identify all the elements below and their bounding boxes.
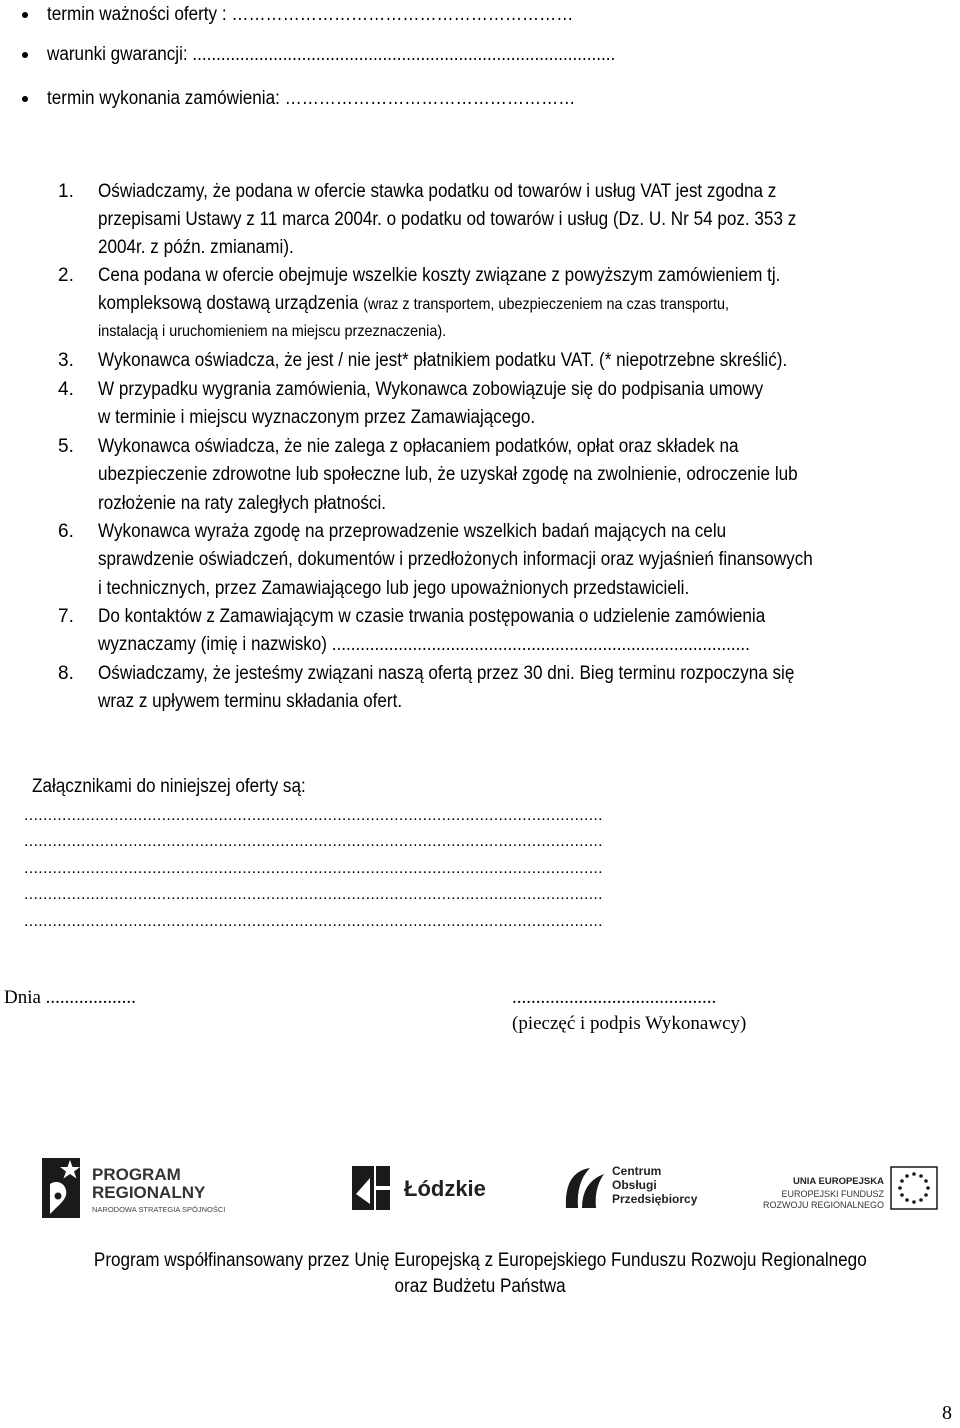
footer-line1-text: Program współfinansowany przez Unię Europejską z Europejskiego Funduszu Rozwoju Regionalnego — [93, 1250, 867, 1271]
footer-line1 — [0, 1248, 960, 1274]
star-figure-icon — [40, 1154, 86, 1220]
centrum-logo — [560, 1162, 700, 1218]
item-2-line: Cena podana w ofercie obejmuje wszelkie koszty związane z powyższym zamówieniem tj. — [98, 265, 781, 286]
lodzkie-emblem-icon — [346, 1164, 396, 1212]
item-7-line: Do kontaktów z Zamawiającym w czasie trwania postępowania o udzielenie zamówienia — [98, 606, 766, 627]
attachment-line: .......................................................................................................................... — [24, 913, 603, 930]
attachment-line: .......................................................................................................................... — [24, 833, 603, 850]
lodzkie-name: Łódzkie — [404, 1176, 486, 1201]
item-6-line: sprawdzenie oświadczeń, dokumentów i przedłożonych informacji oraz wyjaśnień finansowych — [98, 549, 813, 570]
footer-line2 — [0, 1274, 960, 1300]
eu-flag-icon — [890, 1166, 938, 1210]
item-5-line: rozłożenie na raty zaległych płatności. — [98, 493, 387, 514]
attachments-heading-text: Załącznikami do niniejszej oferty są: — [32, 776, 306, 797]
bullet-icon — [22, 12, 28, 18]
date-field: Dnia ................... — [4, 987, 136, 1008]
signature-dots: ........................................... — [512, 987, 717, 1008]
bullet-text: termin wykonania zamówienia: …………………………………………… — [47, 88, 576, 109]
program-line2: REGIONALNY — [92, 1183, 206, 1202]
item-1-line: 2004r. z późn. zmianami). — [98, 237, 294, 258]
item-1-line: Oświadczamy, że podana w ofercie stawka podatku od towarów i usług VAT jest zgodna z — [98, 181, 777, 202]
item-number: 6. — [58, 521, 74, 542]
item-6-line: Wykonawca wyraża zgodę na przeprowadzenie wszelkich badań mających na celu — [98, 521, 727, 542]
item-1-line: przepisami Ustawy z 11 marca 2004r. o podatku od towarów i usług (Dz. U. Nr 54 poz. 353 z — [98, 209, 797, 230]
attachment-line: .......................................................................................................................... — [24, 807, 603, 824]
bullet-text: termin ważności oferty : …………………………………………………… — [47, 4, 574, 25]
attachments-heading — [32, 773, 336, 801]
item-2-line — [98, 290, 729, 319]
centrum-line2: Obsługi — [612, 1178, 657, 1192]
attachment-line: .......................................................................................................................... — [24, 886, 603, 903]
page-number: 8 — [942, 1402, 952, 1424]
item-number: 1. — [58, 181, 74, 202]
bullet-icon — [22, 96, 28, 102]
item-number: 7. — [58, 606, 74, 627]
eu-line3: ROZWOJU REGIONALNEGO — [762, 1200, 884, 1210]
bullet-text: warunki gwarancji: ......................................................................................... — [47, 44, 616, 65]
centrum-emblem-icon — [560, 1162, 610, 1212]
attachment-line: .......................................................................................................................... — [24, 860, 603, 877]
item-7-line: wyznaczamy (imię i nazwisko) ........................................................................................ — [98, 634, 750, 655]
centrum-line3: Przedsiębiorcy — [612, 1192, 698, 1206]
item-number: 5. — [58, 436, 74, 457]
program-regionalny-logo — [38, 1152, 238, 1224]
item-2-main: kompleksową dostawą urządzenia — [98, 293, 364, 314]
item-3-line: Wykonawca oświadcza, że jest / nie jest* płatnikiem podatku VAT. (* niepotrzebne skreślić). — [98, 350, 788, 371]
item-8-line: wraz z upływem terminu składania ofert. — [98, 691, 403, 712]
item-4-line: w terminie i miejscu wyznaczonym przez Zamawiającego. — [98, 407, 536, 428]
item-number: 4. — [58, 379, 74, 400]
item-2-line: instalacją i uruchomieniem na miejscu przeznaczenia). — [98, 323, 447, 340]
item-2-small: (wraz z transportem, ubezpieczeniem na czas transportu, — [363, 296, 729, 313]
program-line1: PROGRAM — [92, 1165, 181, 1184]
eu-line1: UNIA EUROPEJSKA — [793, 1176, 884, 1187]
item-5-line: ubezpieczenie zdrowotne lub społeczne lub, że uzyskał zgodę na zwolnienie, odroczenie lub — [98, 464, 798, 485]
item-number: 2. — [58, 265, 74, 286]
centrum-line1: Centrum — [612, 1164, 662, 1178]
bullet-icon — [22, 52, 28, 58]
signature-caption: (pieczęć i podpis Wykonawcy) — [512, 1013, 747, 1034]
item-6-line: i technicznych, przez Zamawiającego lub jego upoważnionych przedstawicieli. — [98, 578, 690, 599]
lodzkie-logo — [346, 1162, 486, 1218]
eu-logo — [756, 1164, 942, 1220]
item-number: 8. — [58, 663, 74, 684]
footer-line2-text: oraz Budżetu Państwa — [394, 1276, 566, 1297]
eu-line2: EUROPEJSKI FUNDUSZ — [781, 1189, 884, 1199]
item-5-line: Wykonawca oświadcza, że nie zalega z opłacaniem podatków, opłat oraz składek na — [98, 436, 739, 457]
program-line3: NARODOWA STRATEGIA SPÓJNOŚCI — [92, 1205, 226, 1214]
item-8-line: Oświadczamy, że jesteśmy związani naszą ofertą przez 30 dni. Bieg terminu rozpoczyna się — [98, 663, 795, 684]
item-4-line: W przypadku wygrania zamówienia, Wykonawca zobowiązuje się do podpisania umowy — [98, 379, 764, 400]
item-number: 3. — [58, 350, 74, 371]
